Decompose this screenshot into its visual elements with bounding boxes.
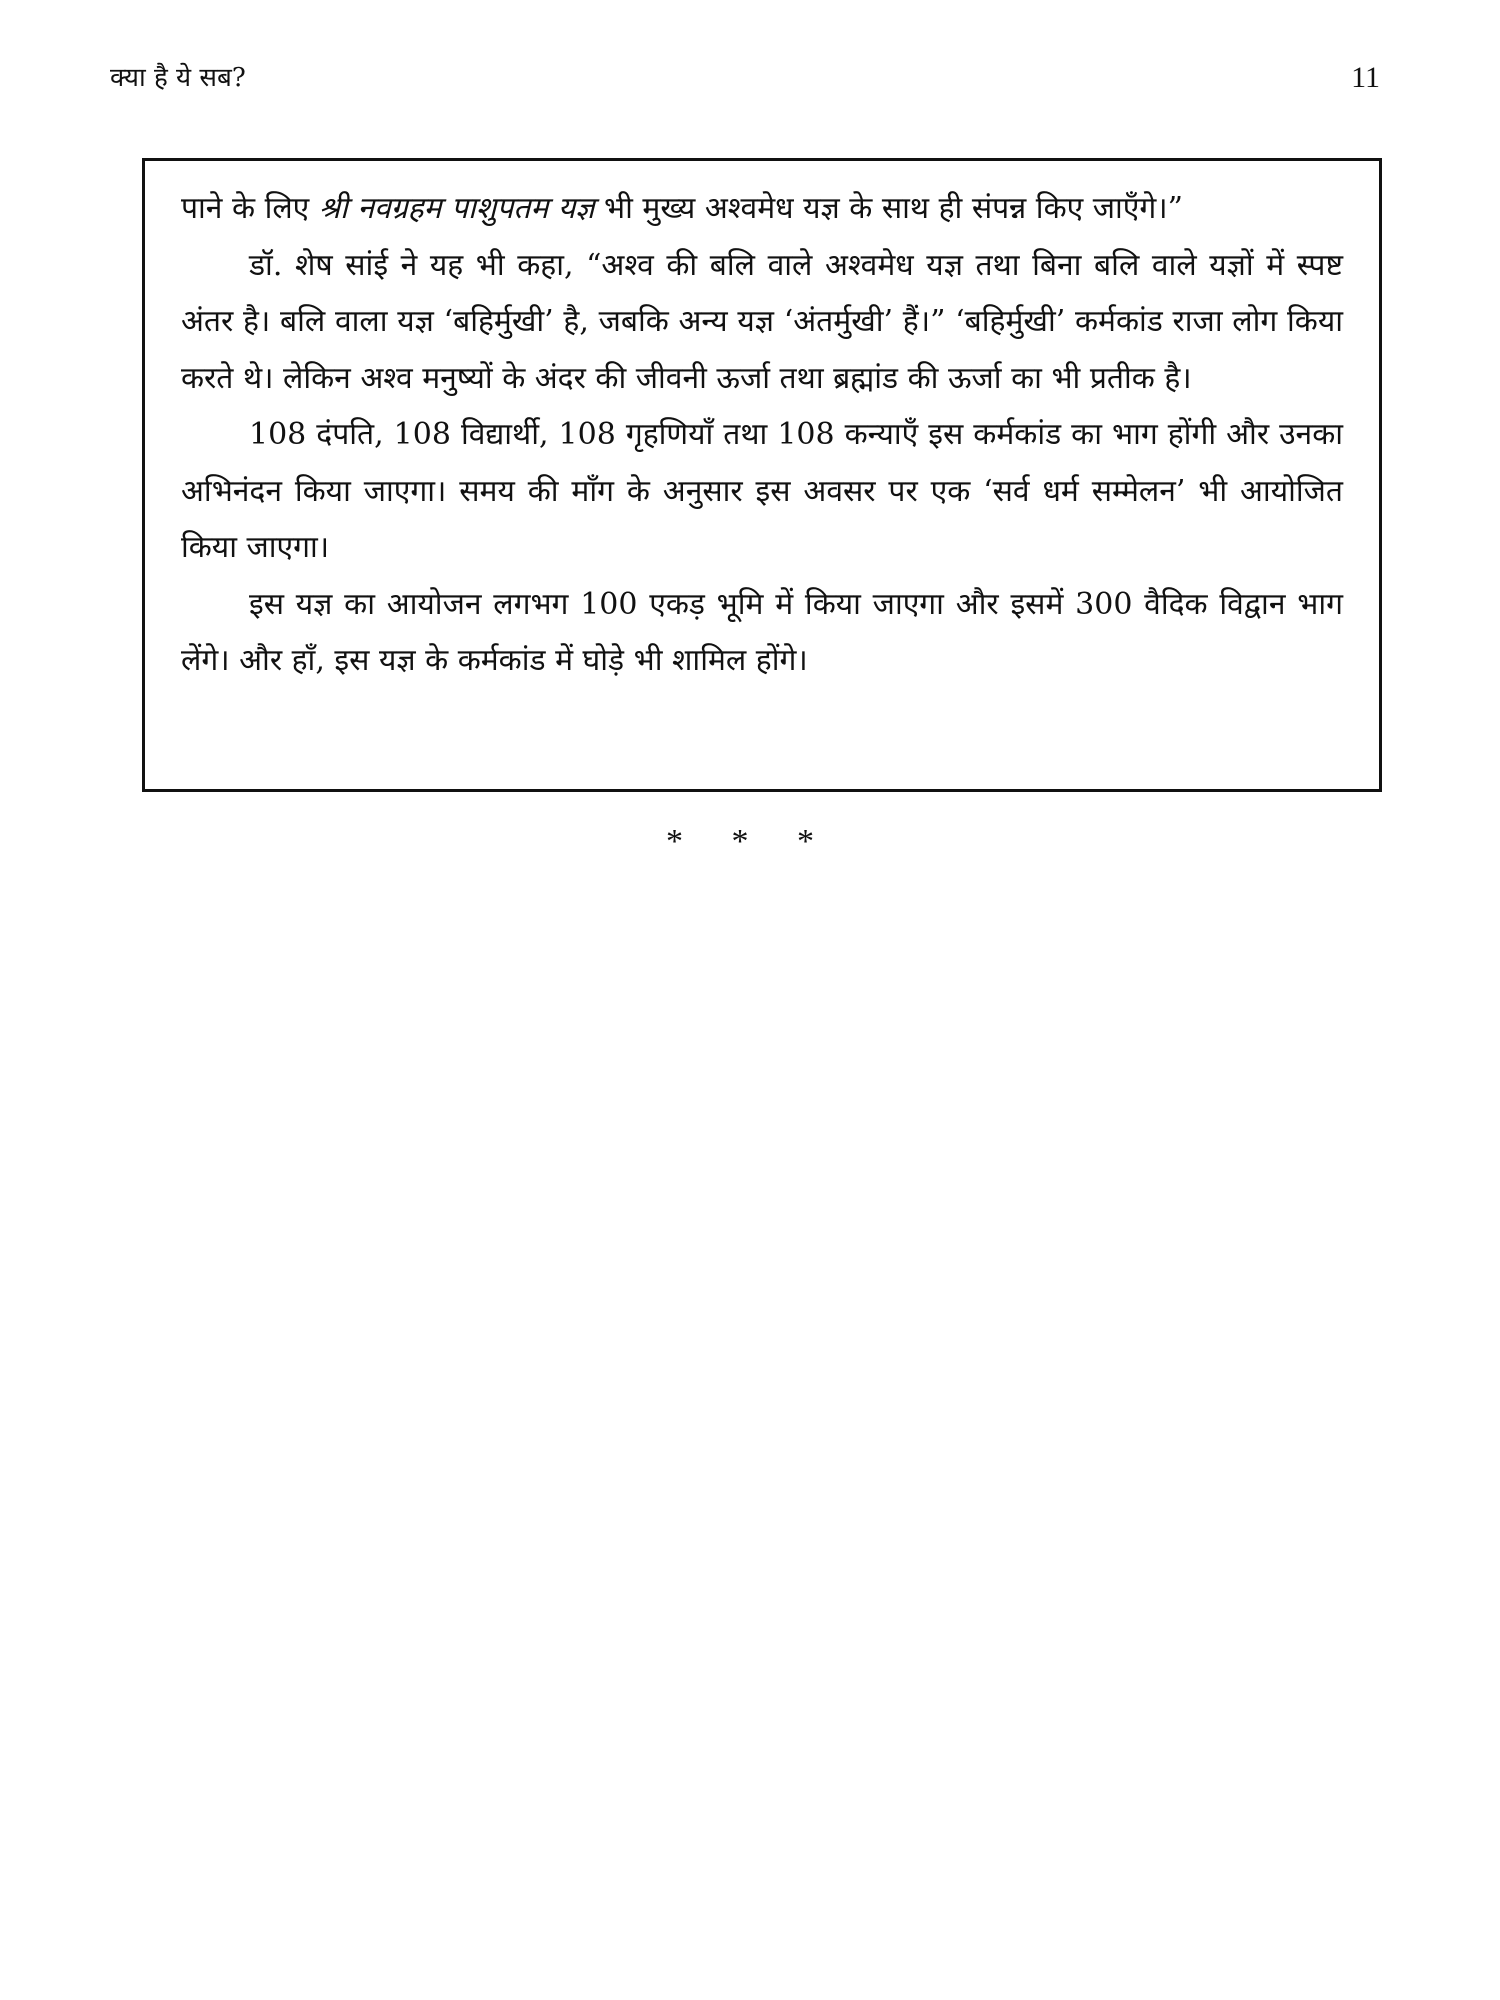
yajna-name-italic: श्री नवग्रहम पाशुपतम यज्ञ	[318, 191, 595, 226]
paragraph-venue: इस यज्ञ का आयोजन लगभग 100 एकड़ भूमि में किया जाएगा और इसमें 300 वैदिक विद्वान भाग लेंगे। और हाँ, इस यज्ञ के कर्मकांड में घोड़े भी शामिल होंगे।	[181, 586, 1343, 678]
paragraph-continued	[181, 181, 1343, 238]
page-header	[110, 58, 1380, 102]
paragraph-participants: 108 दंपति, 108 विद्यार्थी, 108 गृहणियाँ तथा 108 कन्याएँ इस कर्मकांड का भाग होंगी और उनका अभिनंदन किया जाएगा। समय की माँग के अनुसार इस अवसर पर एक ‘सर्व धर्म सम्मेलन’ भी आयोजित किया जाएगा।	[181, 417, 1343, 565]
paragraph-text: पाने के लिए	[181, 191, 319, 226]
paragraph-text: भी मुख्य अश्वमेध यज्ञ के साथ ही संपन्न किए जाएँगे।”	[594, 191, 1183, 226]
page-number: 11	[1351, 61, 1380, 94]
paragraph-dr-shesh-sai: डॉ. शेष सांई ने यह भी कहा, “अश्व की बलि वाले अश्वमेध यज्ञ तथा बिना बलि वाले यज्ञों में स्पष्ट अंतर है। बलि वाला यज्ञ ‘बहिर्मुखी’ है, जबकि अन्य यज्ञ ‘अंतर्मुखी’ हैं।” ‘बहिर्मुखी’ कर्मकांड राजा लोग किया करते थे। लेकिन अश्व मनुष्यों के अंदर की जीवनी ऊर्जा तथा ब्रह्मांड की ऊर्जा का भी प्रतीक है।	[181, 247, 1343, 396]
section-break-asterisks: * * *	[666, 823, 834, 860]
running-title: क्या है ये सब?	[110, 63, 246, 93]
boxed-text-block	[142, 158, 1382, 792]
